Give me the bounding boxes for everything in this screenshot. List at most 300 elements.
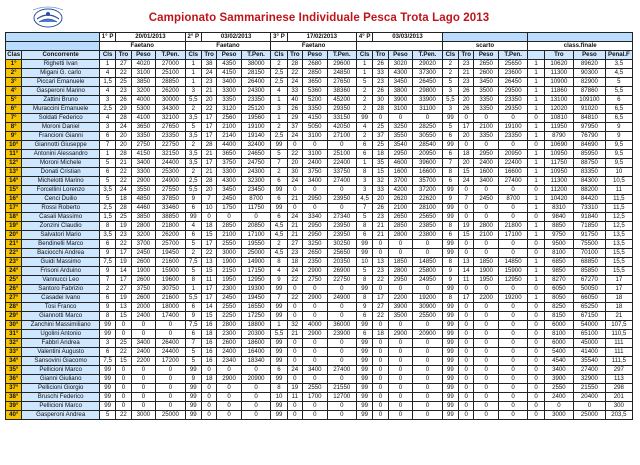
round-2-date: 03/02/2013 (202, 33, 271, 42)
score-cell: 33750 (327, 168, 356, 177)
score-cell: 2,5 (271, 69, 287, 78)
score-cell: 3750 (217, 159, 242, 168)
score-cell: 4300 (388, 69, 413, 78)
score-cell: 13 (116, 303, 131, 312)
score-cell: 99 (271, 186, 287, 195)
score-cell: 87860 (574, 87, 606, 96)
score-cell: 2950 (388, 276, 413, 285)
score-cell: 2100 (217, 231, 242, 240)
score-cell: 3850 (131, 78, 156, 87)
score-cell: 5050 (302, 123, 327, 132)
score-cell: 16 (202, 348, 217, 357)
score-cell: 9 (185, 375, 201, 384)
score-cell: 0 (202, 384, 217, 393)
score-cell: 24900 (327, 294, 356, 303)
score-cell: 41400 (574, 348, 606, 357)
score-cell: 27 (116, 60, 131, 69)
competitor-name: Moroni Michele (22, 159, 99, 168)
score-cell: 0 (528, 240, 544, 249)
score-cell: 99 (271, 303, 287, 312)
table-row (6, 393, 633, 402)
score-cell: 18 (202, 375, 217, 384)
score-cell: 0 (287, 402, 302, 411)
score-cell: 0 (373, 384, 388, 393)
score-cell: 27400 (574, 366, 606, 375)
score-cell: 22 (116, 69, 131, 78)
score-cell: 0 (373, 249, 388, 258)
competitor-name: Frisoni Arduino (22, 267, 99, 276)
score-cell: 30 (373, 96, 388, 105)
position-cell: 34° (6, 357, 22, 366)
score-cell: 0 (202, 213, 217, 222)
score-cell: 4,5 (271, 231, 287, 240)
table-row (6, 123, 633, 132)
score-cell: 99 (442, 213, 458, 222)
score-cell: 0 (459, 114, 474, 123)
score-cell: 2650 (388, 213, 413, 222)
score-cell: 3400 (544, 366, 573, 375)
score-cell: 4,5 (271, 249, 287, 258)
round-1-venue: Faetano (99, 42, 185, 51)
score-cell: 1 (185, 285, 201, 294)
score-cell: 4300 (217, 177, 242, 186)
score-cell: 19550 (241, 240, 270, 249)
score-cell: 38000 (241, 60, 270, 69)
score-cell: 0 (528, 114, 544, 123)
score-cell: 5,5 (271, 330, 287, 339)
venue-row (6, 42, 633, 51)
score-cell: 0 (474, 321, 499, 330)
score-cell: 20900 (413, 330, 442, 339)
score-cell: 2600 (131, 276, 156, 285)
col-tro: Tro (287, 51, 302, 60)
score-cell: 32300 (241, 177, 270, 186)
table-row (6, 330, 633, 339)
score-cell: 17 (202, 240, 217, 249)
score-cell: 2 (185, 249, 201, 258)
score-cell: 3200 (131, 231, 156, 240)
score-cell: 25650 (498, 60, 527, 69)
score-cell: 26450 (413, 78, 442, 87)
score-cell: 4,5 (271, 222, 287, 231)
score-cell: 23950 (327, 231, 356, 240)
score-cell: 17 (459, 294, 474, 303)
competitor-name: Gianni Giuliano (22, 375, 99, 384)
score-cell: 2300 (217, 285, 242, 294)
score-cell: 0 (302, 402, 327, 411)
position-cell: 19° (6, 222, 22, 231)
score-cell: 5 (185, 348, 201, 357)
score-cell: 0 (413, 114, 442, 123)
round-2-venue: Faetano (185, 42, 271, 51)
score-cell: 22 (116, 177, 131, 186)
col-clas: Clas (7, 51, 21, 58)
score-cell: 0 (327, 402, 356, 411)
score-cell: 3900 (544, 375, 573, 384)
score-cell: 0 (388, 357, 413, 366)
competitor-name: Giannotti Marco (22, 312, 99, 321)
score-cell: 1600 (388, 168, 413, 177)
column-headers-row (6, 51, 633, 60)
score-cell: 3500 (388, 312, 413, 321)
score-cell: 99 (99, 393, 115, 402)
table-row (6, 69, 633, 78)
table-row (6, 105, 633, 114)
score-cell: 3350 (217, 96, 242, 105)
score-cell: 71850 (574, 222, 606, 231)
score-cell: 0 (217, 384, 242, 393)
score-cell: 99 (356, 411, 372, 420)
score-cell: 23950 (327, 222, 356, 231)
score-cell: 23900 (327, 330, 356, 339)
score-cell: 21 (287, 231, 302, 240)
score-cell: 28 (116, 204, 131, 213)
score-cell: 0 (373, 402, 388, 411)
score-cell: 19140 (241, 132, 270, 141)
scarto-heading: scarto (442, 42, 528, 51)
score-cell: 0 (544, 402, 573, 411)
score-cell: 20 (373, 195, 388, 204)
position-cell: 11° (6, 150, 22, 159)
score-cell: 0 (287, 357, 302, 366)
score-cell: 30250 (327, 240, 356, 249)
score-cell: 0 (241, 393, 270, 402)
score-cell: 2600 (131, 294, 156, 303)
score-cell: 0 (498, 321, 527, 330)
score-cell: 2200 (388, 294, 413, 303)
position-cell: 22° (6, 249, 22, 258)
score-cell: 15 (202, 267, 217, 276)
score-cell: 99 (442, 321, 458, 330)
position-cell: 2° (6, 69, 22, 78)
score-cell: 4 (99, 114, 115, 123)
score-cell: 6 (99, 294, 115, 303)
score-cell: 4100 (131, 114, 156, 123)
score-cell: 4600 (388, 159, 413, 168)
score-cell: 2200 (474, 294, 499, 303)
score-cell: 0 (474, 303, 499, 312)
score-cell: 3 (99, 339, 115, 348)
competitor-name: Giannotti Giuseppe (22, 141, 99, 150)
table-row (6, 186, 633, 195)
score-cell: 28150 (241, 69, 270, 78)
score-cell: 0 (498, 348, 527, 357)
score-cell: 15,5 (605, 258, 632, 267)
score-cell: 0 (498, 375, 527, 384)
score-cell: 50050 (574, 285, 606, 294)
table-row (6, 213, 633, 222)
col-tpen: T.Pen. (241, 51, 270, 60)
score-cell: 0 (413, 240, 442, 249)
score-cell: 0 (327, 312, 356, 321)
score-cell: 16550 (241, 303, 270, 312)
score-cell: 4350 (217, 60, 242, 69)
col-peso: Peso (388, 51, 413, 60)
score-cell: 76790 (574, 132, 606, 141)
score-cell: 15 (373, 168, 388, 177)
score-cell: 20 (116, 141, 131, 150)
score-cell: 0 (217, 213, 242, 222)
score-cell: 0 (498, 141, 527, 150)
score-cell: 2750 (302, 276, 327, 285)
score-cell: 8790 (544, 132, 573, 141)
score-cell: 10810 (544, 114, 573, 123)
score-cell: 32900 (574, 375, 606, 384)
score-cell: 6 (356, 150, 372, 159)
score-cell: 23350 (498, 132, 527, 141)
score-cell: 26 (459, 105, 474, 114)
score-cell: 99 (99, 402, 115, 411)
position-cell: 13° (6, 168, 22, 177)
score-cell: 27 (287, 240, 302, 249)
score-cell: 3 (442, 87, 458, 96)
score-cell: 22 (116, 348, 131, 357)
score-cell: 18 (202, 330, 217, 339)
score-cell: 0 (474, 240, 499, 249)
position-cell: 20° (6, 231, 22, 240)
score-cell: 3400 (131, 159, 156, 168)
score-cell: 23 (459, 78, 474, 87)
score-cell: 5,5 (605, 87, 632, 96)
competitor-name: Gasperoni Andrea (22, 411, 99, 420)
score-cell: 0 (302, 186, 327, 195)
col-peso: Peso (474, 51, 499, 60)
score-cell: 84420 (574, 195, 606, 204)
col-cls: Cls (185, 51, 201, 60)
score-cell: 23850 (413, 222, 442, 231)
score-cell: 0 (528, 393, 544, 402)
score-cell: 67150 (574, 312, 606, 321)
score-cell: 91840 (574, 213, 606, 222)
score-cell: 0 (388, 321, 413, 330)
score-cell: 99 (356, 114, 372, 123)
score-cell: 0 (287, 312, 302, 321)
score-cell: 20350 (327, 258, 356, 267)
score-cell: 0 (327, 375, 356, 384)
score-cell: 11200 (544, 186, 573, 195)
score-cell: 9 (605, 123, 632, 132)
score-cell: 0 (459, 249, 474, 258)
score-cell: 3540 (388, 141, 413, 150)
score-cell: 1700 (302, 393, 327, 402)
score-cell: 28 (373, 105, 388, 114)
score-cell: 23 (287, 249, 302, 258)
score-cell: 0 (474, 114, 499, 123)
score-cell: 3400 (217, 78, 242, 87)
score-cell: 0 (528, 402, 544, 411)
score-cell: 5200 (302, 96, 327, 105)
score-cell: 99 (442, 357, 458, 366)
score-cell: 11950 (544, 123, 573, 132)
score-cell: 0 (131, 393, 156, 402)
score-cell: 1 (356, 159, 372, 168)
score-cell: 20 (459, 132, 474, 141)
score-cell: 21 (373, 231, 388, 240)
score-cell: 10 (202, 204, 217, 213)
score-cell: 2 (356, 96, 372, 105)
score-cell: 8 (442, 294, 458, 303)
score-cell: 88200 (574, 186, 606, 195)
score-cell: 1 (271, 114, 287, 123)
score-cell: 12950 (498, 276, 527, 285)
score-cell: 8 (356, 168, 372, 177)
competitor-name: Santoro Fabrizio (22, 285, 99, 294)
score-cell: 28 (116, 114, 131, 123)
score-cell: 29600 (327, 60, 356, 69)
competitor-name: Migani G. carlo (22, 69, 99, 78)
score-cell: 0 (528, 411, 544, 420)
score-cell: 73310 (574, 204, 606, 213)
score-cell: 99 (442, 393, 458, 402)
score-cell: 67270 (574, 276, 606, 285)
score-cell: 5,5 (185, 96, 201, 105)
score-cell: 45200 (327, 96, 356, 105)
score-cell: 7 (442, 159, 458, 168)
score-cell: 32 (373, 177, 388, 186)
score-cell: 5360 (302, 87, 327, 96)
score-cell: 5 (185, 240, 201, 249)
score-cell: 17150 (241, 267, 270, 276)
score-cell: 99 (442, 114, 458, 123)
score-cell: 6 (185, 303, 201, 312)
score-cell: 0 (459, 393, 474, 402)
round-dates-row (6, 33, 633, 42)
score-cell: 0 (388, 348, 413, 357)
score-cell: 2 (356, 87, 372, 96)
score-cell: 5 (185, 123, 201, 132)
position-cell: 37° (6, 384, 22, 393)
score-cell: 26 (373, 204, 388, 213)
score-cell: 1900 (474, 267, 499, 276)
score-cell: 0 (528, 339, 544, 348)
score-cell: 99 (356, 249, 372, 258)
score-cell: 18000 (156, 303, 185, 312)
score-cell: 1 (528, 87, 544, 96)
score-cell: 15 (202, 312, 217, 321)
score-cell: 0 (498, 339, 527, 348)
score-cell: 26 (116, 96, 131, 105)
score-cell: 0 (498, 330, 527, 339)
score-cell: 3650 (217, 150, 242, 159)
score-cell: 99 (271, 141, 287, 150)
score-cell: 7 (459, 195, 474, 204)
score-cell: 0 (474, 330, 499, 339)
score-cell: 99 (271, 285, 287, 294)
score-cell: 2,5 (271, 132, 287, 141)
score-cell: 13100 (544, 96, 573, 105)
score-cell: 2950 (474, 150, 499, 159)
score-cell: 10420 (544, 195, 573, 204)
score-cell: 17 (459, 123, 474, 132)
score-cell: 2850 (217, 222, 242, 231)
score-cell: 7 (99, 141, 115, 150)
score-cell: 5,5 (185, 186, 201, 195)
score-cell: 2350 (302, 258, 327, 267)
score-cell: 3,5 (99, 186, 115, 195)
score-cell: 2680 (302, 60, 327, 69)
score-cell: 16 (202, 357, 217, 366)
competitor-name: Righetti Ivan (22, 60, 99, 69)
score-cell: 17 (605, 285, 632, 294)
score-cell: 2250 (217, 312, 242, 321)
score-cell: 99 (271, 402, 287, 411)
score-cell: 2450 (217, 294, 242, 303)
score-cell: 26900 (327, 267, 356, 276)
round-3-venue: Faetano (271, 42, 357, 51)
score-cell: 99 (442, 384, 458, 393)
score-cell: 29800 (413, 87, 442, 96)
score-cell: 0 (459, 240, 474, 249)
score-cell: 1850 (388, 258, 413, 267)
results-table (5, 32, 633, 420)
score-cell: 109100 (574, 96, 606, 105)
score-cell: 0 (116, 393, 131, 402)
score-cell: 42050 (327, 123, 356, 132)
position-cell: 23° (6, 258, 22, 267)
score-cell: 99 (356, 339, 372, 348)
score-cell: 2 (185, 105, 201, 114)
score-cell: 65100 (574, 330, 606, 339)
score-cell: 21600 (156, 294, 185, 303)
score-cell: 0 (217, 393, 242, 402)
blank-cell (528, 33, 633, 42)
score-cell: 37 (287, 123, 302, 132)
score-cell: 0 (413, 339, 442, 348)
score-cell: 24 (287, 132, 302, 141)
score-cell: 5 (99, 177, 115, 186)
score-cell: 0 (287, 141, 302, 150)
score-cell: 0 (528, 141, 544, 150)
score-cell: 2950 (388, 150, 413, 159)
score-cell: 0 (373, 411, 388, 420)
score-cell: 2900 (131, 177, 156, 186)
score-cell: 21 (459, 69, 474, 78)
score-cell: 2550 (302, 384, 327, 393)
score-cell: 6 (99, 132, 115, 141)
score-cell: 6 (99, 240, 115, 249)
round-4-venue (356, 42, 442, 51)
score-cell: 39600 (413, 159, 442, 168)
score-cell: 23350 (156, 132, 185, 141)
score-cell: 24850 (327, 69, 356, 78)
score-cell: 19100 (241, 123, 270, 132)
score-cell: 0 (302, 204, 327, 213)
score-cell: 25 (116, 78, 131, 87)
score-cell: 24 (116, 123, 131, 132)
score-cell: 1900 (217, 258, 242, 267)
position-cell: 7° (6, 114, 22, 123)
score-cell: 5 (271, 150, 287, 159)
score-cell: 0 (498, 357, 527, 366)
score-cell: 2600 (217, 339, 242, 348)
score-cell: 8 (99, 222, 115, 231)
blank-cell (6, 33, 100, 42)
score-cell: 0 (413, 348, 442, 357)
score-cell: 37 (373, 132, 388, 141)
score-cell: 6 (356, 231, 372, 240)
score-cell: 27400 (327, 366, 356, 375)
score-cell: 1 (185, 69, 201, 78)
score-cell: 36000 (327, 321, 356, 330)
score-cell: 27 (116, 285, 131, 294)
score-cell: 99 (271, 312, 287, 321)
score-cell: 27400 (498, 177, 527, 186)
score-cell: 84300 (574, 177, 606, 186)
score-cell: 0 (528, 312, 544, 321)
score-cell: 1 (528, 78, 544, 87)
score-cell: 27650 (327, 78, 356, 87)
score-cell: 0 (327, 357, 356, 366)
